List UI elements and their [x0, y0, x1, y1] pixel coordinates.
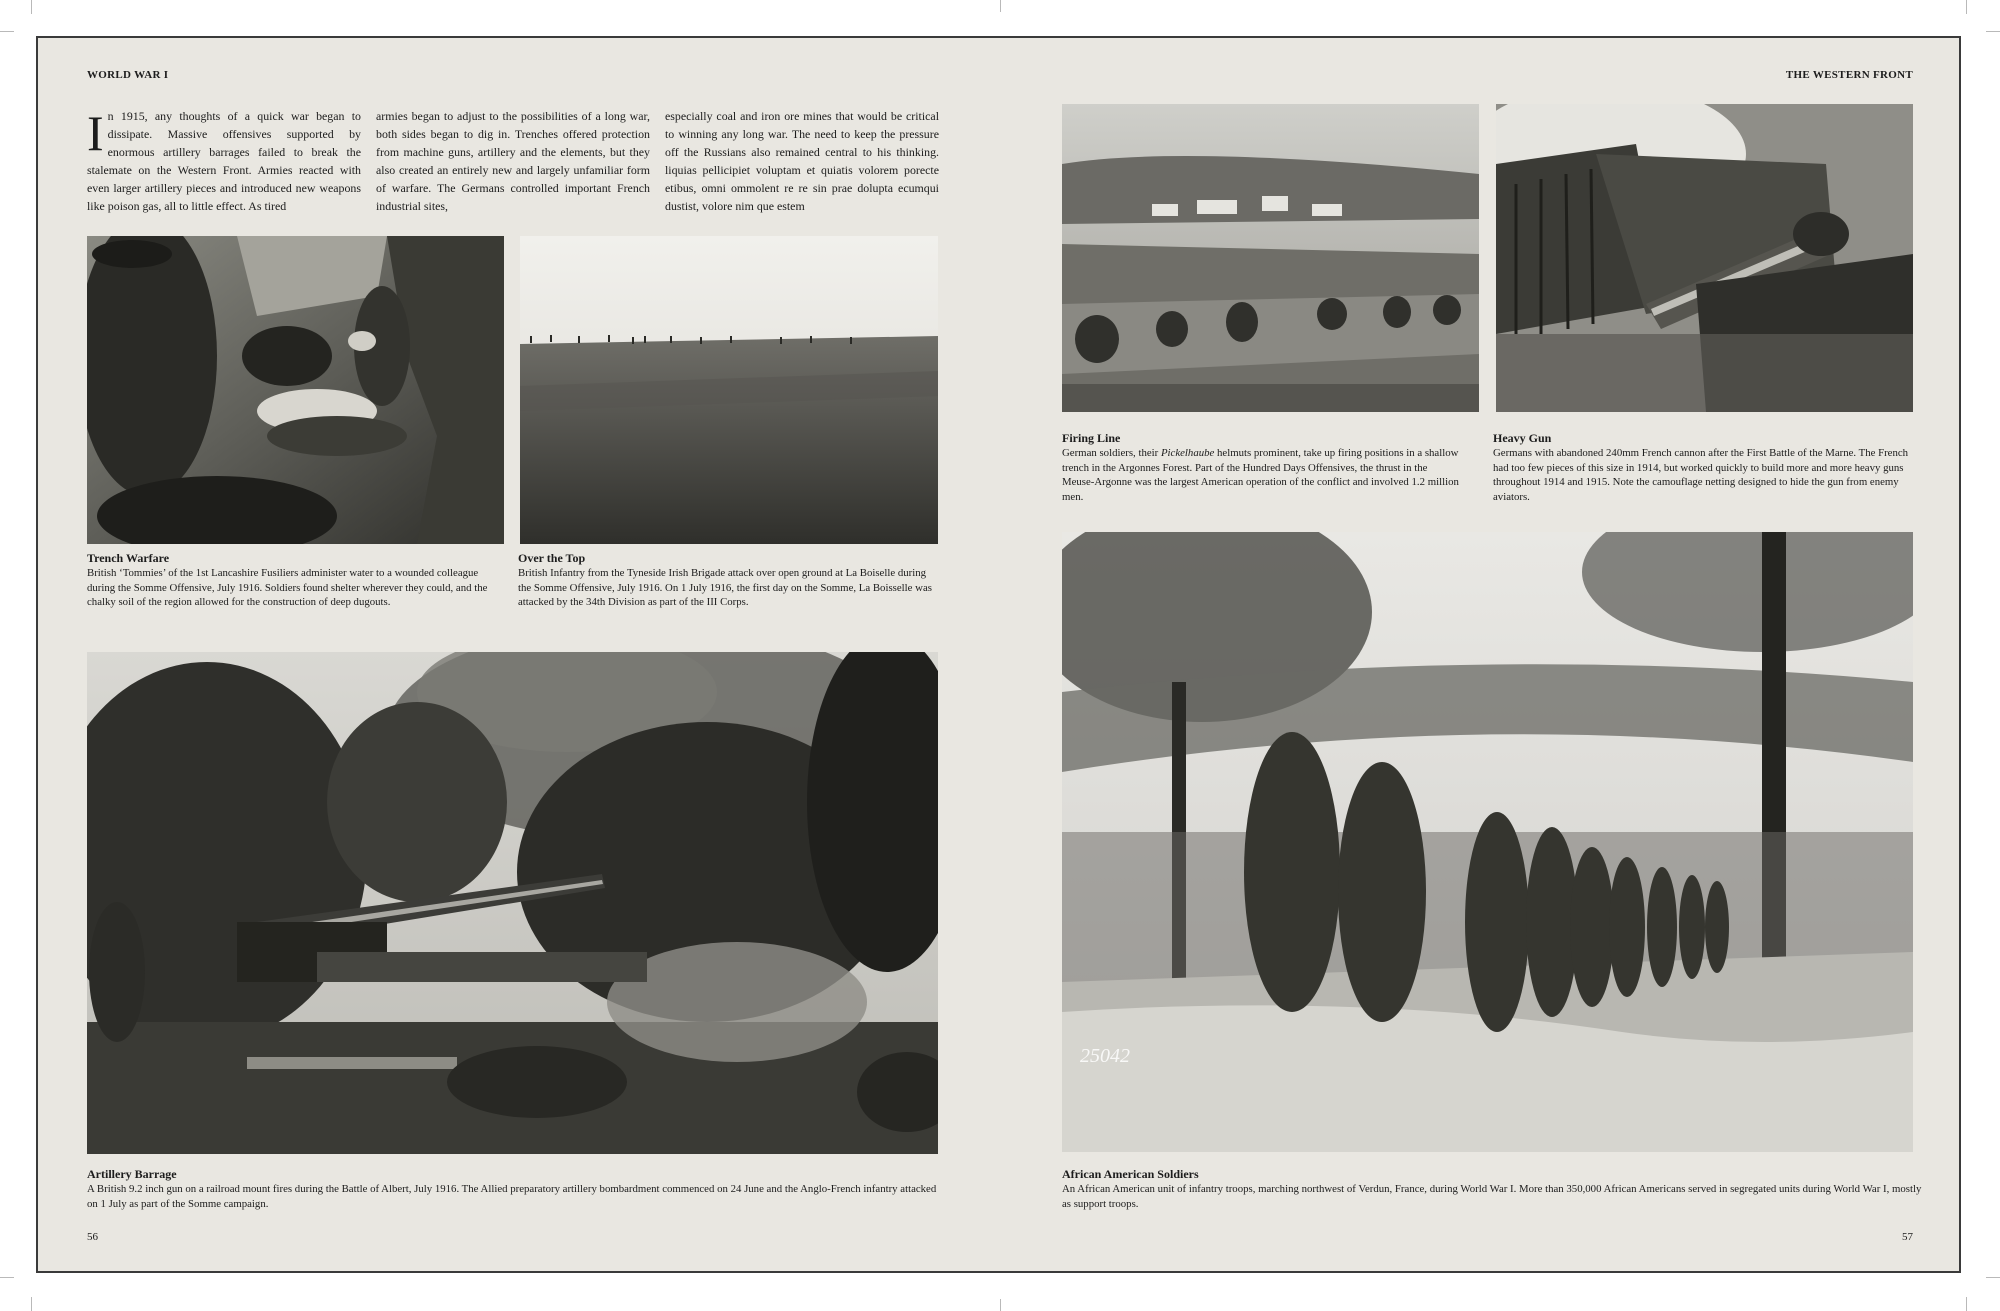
african-american-soldiers-photo	[1062, 532, 1913, 1152]
crop-mark	[31, 0, 32, 14]
heavy-gun-photo	[1496, 104, 1913, 412]
crop-mark	[0, 31, 14, 32]
caption-title: African American Soldiers	[1062, 1167, 1199, 1181]
african-american-soldiers-caption	[1062, 1166, 1922, 1211]
caption-title: Over the Top	[518, 551, 586, 565]
drop-cap: I	[87, 108, 104, 161]
caption-text: An African American unit of infantry troops, marching northwest of Verdun, France, during World War I. More than 350,000 African Americans served in segregated units during World War I, mostly as support troops.	[1062, 1183, 1922, 1210]
caption-title: Heavy Gun	[1493, 431, 1552, 445]
trench-warfare-caption	[87, 550, 504, 610]
crop-mark	[1986, 31, 2000, 32]
caption-italic-term: Pickelhaube	[1160, 447, 1215, 459]
crop-mark	[1000, 1299, 1001, 1311]
artillery-barrage-caption	[87, 1166, 947, 1211]
running-head-left: WORLD WAR I	[87, 69, 169, 81]
page-number-right: 57	[1902, 1231, 1913, 1243]
crop-mark	[1966, 0, 1967, 14]
body-text-paragraph: n 1915, any thoughts of a quick war began to dissipate. Massive offensives supported by enormous artillery barrages failed to break the stalemate on the Western Front. Armies reacted with even larger artillery pieces and introduced new weapons like poison gas, all to little effect. As tired	[87, 109, 361, 213]
artillery-barrage-photo	[87, 652, 938, 1154]
running-head-right: THE WESTERN FRONT	[1785, 69, 1913, 81]
crop-mark	[1986, 1277, 2000, 1278]
heavy-gun-caption	[1493, 430, 1913, 504]
caption-title: Artillery Barrage	[87, 1167, 177, 1181]
caption-text: German soldiers, their Pickelhaube helmuts prominent, take up firing positions in a shallow trench in the Argonnes Forest. Part of the Hundred Days Offensives, the thrust in the Meuse-Argonne was the largest American operation of the conflict and involved 1.2 million men.	[1062, 447, 1459, 503]
over-the-top-caption	[518, 550, 938, 610]
crop-mark	[1966, 1297, 1967, 1311]
negative-number: 25042	[1080, 1045, 1130, 1067]
crop-mark	[31, 1297, 32, 1311]
caption-title: Trench Warfare	[87, 551, 170, 565]
caption-text: A British 9.2 inch gun on a railroad mount fires during the Battle of Albert, July 1916. The Allied preparatory artillery bombardment commenced on 24 June and the Anglo-French infantry attacked on 1 July as part of the Somme campaign.	[87, 1183, 937, 1210]
firing-line-photo	[1062, 104, 1479, 412]
over-the-top-photo	[520, 236, 938, 544]
crop-mark	[1000, 0, 1001, 12]
caption-text: Germans with abandoned 240mm French cannon after the First Battle of the Marne. The French had too few pieces of this size in 1914, but worked quickly to build more and more heavy guns throughout 1914 and 1915. Note the camouflage netting designed to hide the gun from enemy aviators.	[1493, 447, 1909, 503]
trench-warfare-photo	[87, 236, 504, 544]
crop-mark	[0, 1277, 14, 1278]
body-text-column-2: armies began to adjust to the possibilities of a long war, both sides began to dig in. Trenches offered protection from machine guns, artillery and the elements, but they also created an entirely new and largely unfamiliar form of warfare. The Germans controlled important French industrial sites,	[376, 109, 650, 213]
caption-text: British Infantry from the Tyneside Irish Brigade attack over open ground at La Boiselle during the Somme Offensive, July 1916. On 1 July 1916, the first day on the Somme, La Boisselle was attacked by the 34th Division as part of the III Corps.	[518, 567, 932, 608]
firing-line-caption	[1062, 430, 1462, 504]
page-number-left: 56	[87, 1231, 98, 1243]
caption-text: British ‘Tommies’ of the 1st Lancashire Fusiliers administer water to a wounded colleague during the Somme Offensive, July 1916. Soldiers found shelter wherever they could, and the chalky soil of the region allowed for the construction of deep dugouts.	[87, 567, 488, 608]
body-text-column-1	[87, 108, 361, 220]
caption-title: Firing Line	[1062, 431, 1121, 445]
body-text-column-3: especially coal and iron ore mines that would be critical to winning any long war. The need to keep the pressure off the Russians also remained central to his thinking. liquias pellicipiet voluptam et quiatis volorem porecte etibus, omni ommolent re re sin prae dolupta ecumqui dustist, volore nim que estem	[665, 109, 939, 213]
